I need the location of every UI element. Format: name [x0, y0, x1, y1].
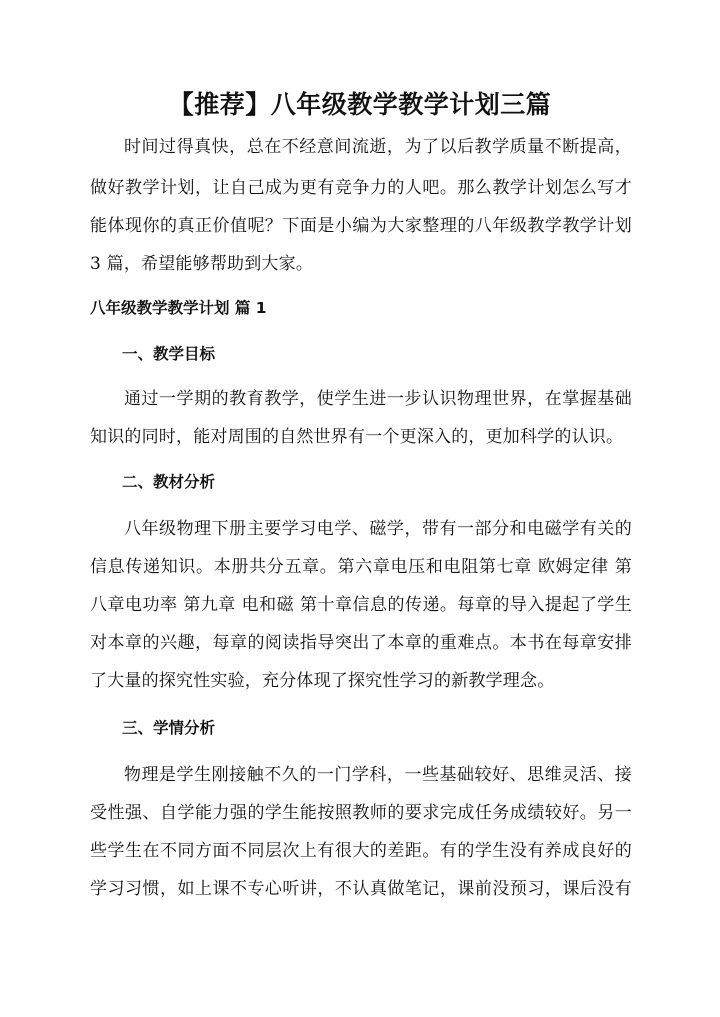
article-heading: 八年级教学教学计划 篇 1: [90, 299, 267, 317]
section-line: 受性强、自学能力强的学生能按照教师的要求完成任务成绩较好。另一: [90, 803, 632, 823]
section-line: 对本章的兴趣，每章的阅读指导突出了本章的重难点。本书在每章安排: [90, 633, 632, 653]
section-line: 八章电功率 第九章 电和磁 第十章信息的传递。每章的导入提起了学生: [90, 595, 632, 615]
section-heading-goals: 一、教学目标: [122, 345, 216, 363]
intro-line: 时间过得真快，总在不经意间流逝，为了以后教学质量不断提高，: [124, 137, 632, 157]
section-line: 信息传递知识。本册共分五章。第六章电压和电阻第七章 欧姆定律 第: [90, 557, 632, 577]
section-line: 知识的同时，能对周围的自然世界有一个更深入的，更加科学的认识。: [90, 427, 624, 447]
intro-line: 做好教学计划，让自己成为更有竞争力的人吧。那么教学计划怎么写才: [90, 178, 632, 198]
section-heading-students: 三、学情分析: [122, 719, 216, 737]
section-line: 八年级物理下册主要学习电学、磁学，带有一部分和电磁学有关的: [124, 519, 632, 539]
intro-line: 3 篇，希望能够帮助到大家。: [90, 254, 314, 274]
intro-line: 能体现你的真正价值呢？下面是小编为大家整理的八年级教学教学计划: [90, 216, 632, 236]
document-title: 【推荐】八年级教学教学计划三篇: [168, 90, 552, 119]
section-line: 些学生在不同方面不同层次上有很大的差距。有的学生没有养成良好的: [90, 841, 632, 861]
section-line: 物理是学生刚接触不久的一门学科，一些基础较好、思维灵活、接: [124, 765, 632, 785]
section-line: 学习习惯，如上课不专心听讲，不认真做笔记，课前没预习，课后没有: [90, 879, 632, 899]
section-heading-materials: 二、教材分析: [122, 473, 216, 491]
section-line: 通过一学期的教育教学，使学生进一步认识物理世界，在掌握基础: [124, 389, 632, 409]
section-line: 了大量的探究性实验，充分体现了探究性学习的新教学理念。: [90, 671, 555, 691]
